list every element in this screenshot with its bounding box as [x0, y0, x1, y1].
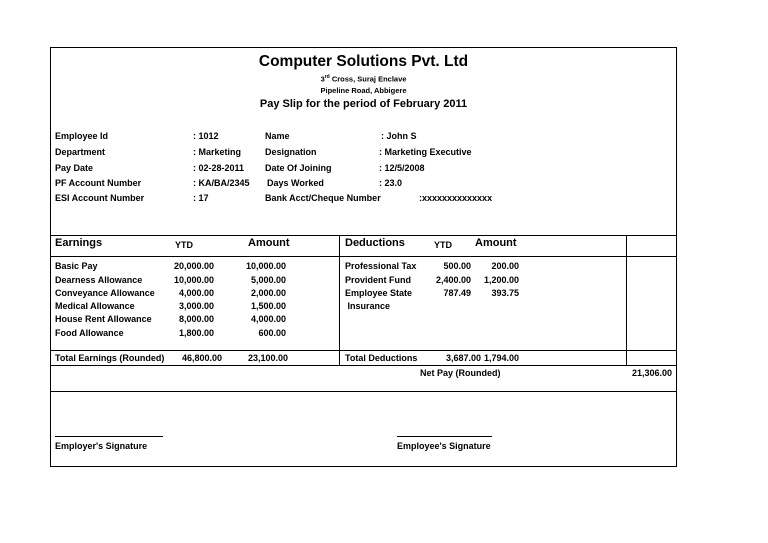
department-label: Department	[55, 147, 106, 157]
employer-signature-line	[55, 436, 163, 437]
earning-amount: 600.00	[258, 328, 286, 338]
earning-amount: 2,000.00	[250, 288, 286, 298]
days-worked-label: Days Worked	[267, 178, 324, 188]
deductions-amount-header: Amount	[475, 237, 517, 249]
earning-amount: 5,000.00	[250, 275, 286, 285]
earning-amount: 1,500.00	[250, 301, 286, 311]
earnings-ytd-header: YTD	[175, 240, 193, 250]
deduction-label: Employee State	[345, 288, 413, 298]
earning-label: Dearness Allowance	[55, 275, 143, 285]
date-of-joining-value: : 12/5/2008	[379, 163, 425, 173]
deduction-amount: 393.75	[491, 288, 519, 298]
bank-account-label: Bank Acct/Cheque Number	[265, 193, 381, 203]
pf-account-label: PF Account Number	[55, 178, 142, 188]
earning-label: Medical Allowance	[55, 301, 135, 311]
earning-ytd: 1,800.00	[178, 328, 214, 338]
designation-label: Designation	[265, 147, 317, 157]
earning-ytd: 20,000.00	[173, 261, 214, 271]
address-line-1: 3rd Cross, Suraj Enclave	[320, 74, 407, 84]
net-pay-value: 21,306.00	[631, 368, 672, 378]
deduction-label: Professional Tax	[345, 261, 417, 271]
pf-account-value: : KA/BA/2345	[193, 178, 250, 188]
total-deductions-amount: 1,794.00	[483, 353, 519, 363]
bank-account-value: :xxxxxxxxxxxxxx	[419, 193, 493, 203]
deduction-amount: 1,200.00	[483, 275, 519, 285]
earnings-header: Earnings	[55, 237, 103, 249]
column-divider	[339, 235, 340, 365]
net-pay-bottom-border	[51, 391, 676, 392]
earnings-amount-header: Amount	[248, 237, 290, 249]
earning-label: Conveyance Allowance	[55, 288, 155, 298]
days-worked-value: : 23.0	[379, 178, 403, 188]
date-of-joining-label: Date Of Joining	[265, 163, 332, 173]
deduction-label: Insurance	[345, 301, 391, 311]
earning-ytd: 10,000.00	[173, 275, 214, 285]
earning-label: House Rent Allowance	[55, 314, 152, 324]
total-deductions-ytd: 3,687.00	[445, 353, 481, 363]
company-name: Computer Solutions Pvt. Ltd	[258, 53, 469, 70]
earning-ytd: 3,000.00	[178, 301, 214, 311]
earning-amount: 10,000.00	[245, 261, 286, 271]
deduction-label: Provident Fund	[345, 275, 411, 285]
pay-slip	[50, 47, 677, 467]
right-column-divider	[626, 235, 627, 365]
pay-date-label: Pay Date	[55, 163, 94, 173]
deduction-ytd: 787.49	[443, 288, 471, 298]
name-label: Name	[265, 131, 290, 141]
table-header-divider	[51, 256, 676, 257]
totals-top-border	[51, 350, 676, 351]
pay-date-value: : 02-28-2011	[193, 163, 245, 173]
employee-signature-line	[397, 436, 492, 437]
deductions-header: Deductions	[345, 237, 405, 249]
designation-value: : Marketing Executive	[379, 147, 472, 157]
deduction-ytd: 500.00	[443, 261, 471, 271]
earning-ytd: 4,000.00	[178, 288, 214, 298]
employee-signature-label: Employee's Signature	[397, 441, 491, 451]
earning-label: Basic Pay	[55, 261, 98, 271]
total-earnings-label: Total Earnings (Rounded)	[55, 353, 165, 363]
earning-ytd: 8,000.00	[178, 314, 214, 324]
employee-id-label: Employee Id	[55, 131, 109, 141]
net-pay-label: Net Pay (Rounded)	[420, 368, 501, 378]
esi-account-value: : 17	[193, 193, 209, 203]
address-line-2: Pipeline Road, Abbigere	[320, 86, 407, 95]
department-value: : Marketing	[193, 147, 242, 157]
table-top-border	[51, 235, 676, 236]
earning-label: Food Allowance	[55, 328, 124, 338]
deduction-ytd: 2,400.00	[435, 275, 471, 285]
employee-id-value: : 1012	[193, 131, 219, 141]
total-earnings-amount: 23,100.00	[247, 353, 288, 363]
total-earnings-ytd: 46,800.00	[181, 353, 222, 363]
pay-period: Pay Slip for the period of February 2011	[259, 98, 468, 110]
name-value: : John S	[381, 131, 417, 141]
totals-bottom-border	[51, 365, 676, 366]
total-deductions-label: Total Deductions	[345, 353, 418, 363]
earning-amount: 4,000.00	[250, 314, 286, 324]
deduction-amount: 200.00	[491, 261, 519, 271]
esi-account-label: ESI Account Number	[55, 193, 145, 203]
employer-signature-label: Employer's Signature	[55, 441, 148, 451]
deductions-ytd-header: YTD	[434, 240, 452, 250]
